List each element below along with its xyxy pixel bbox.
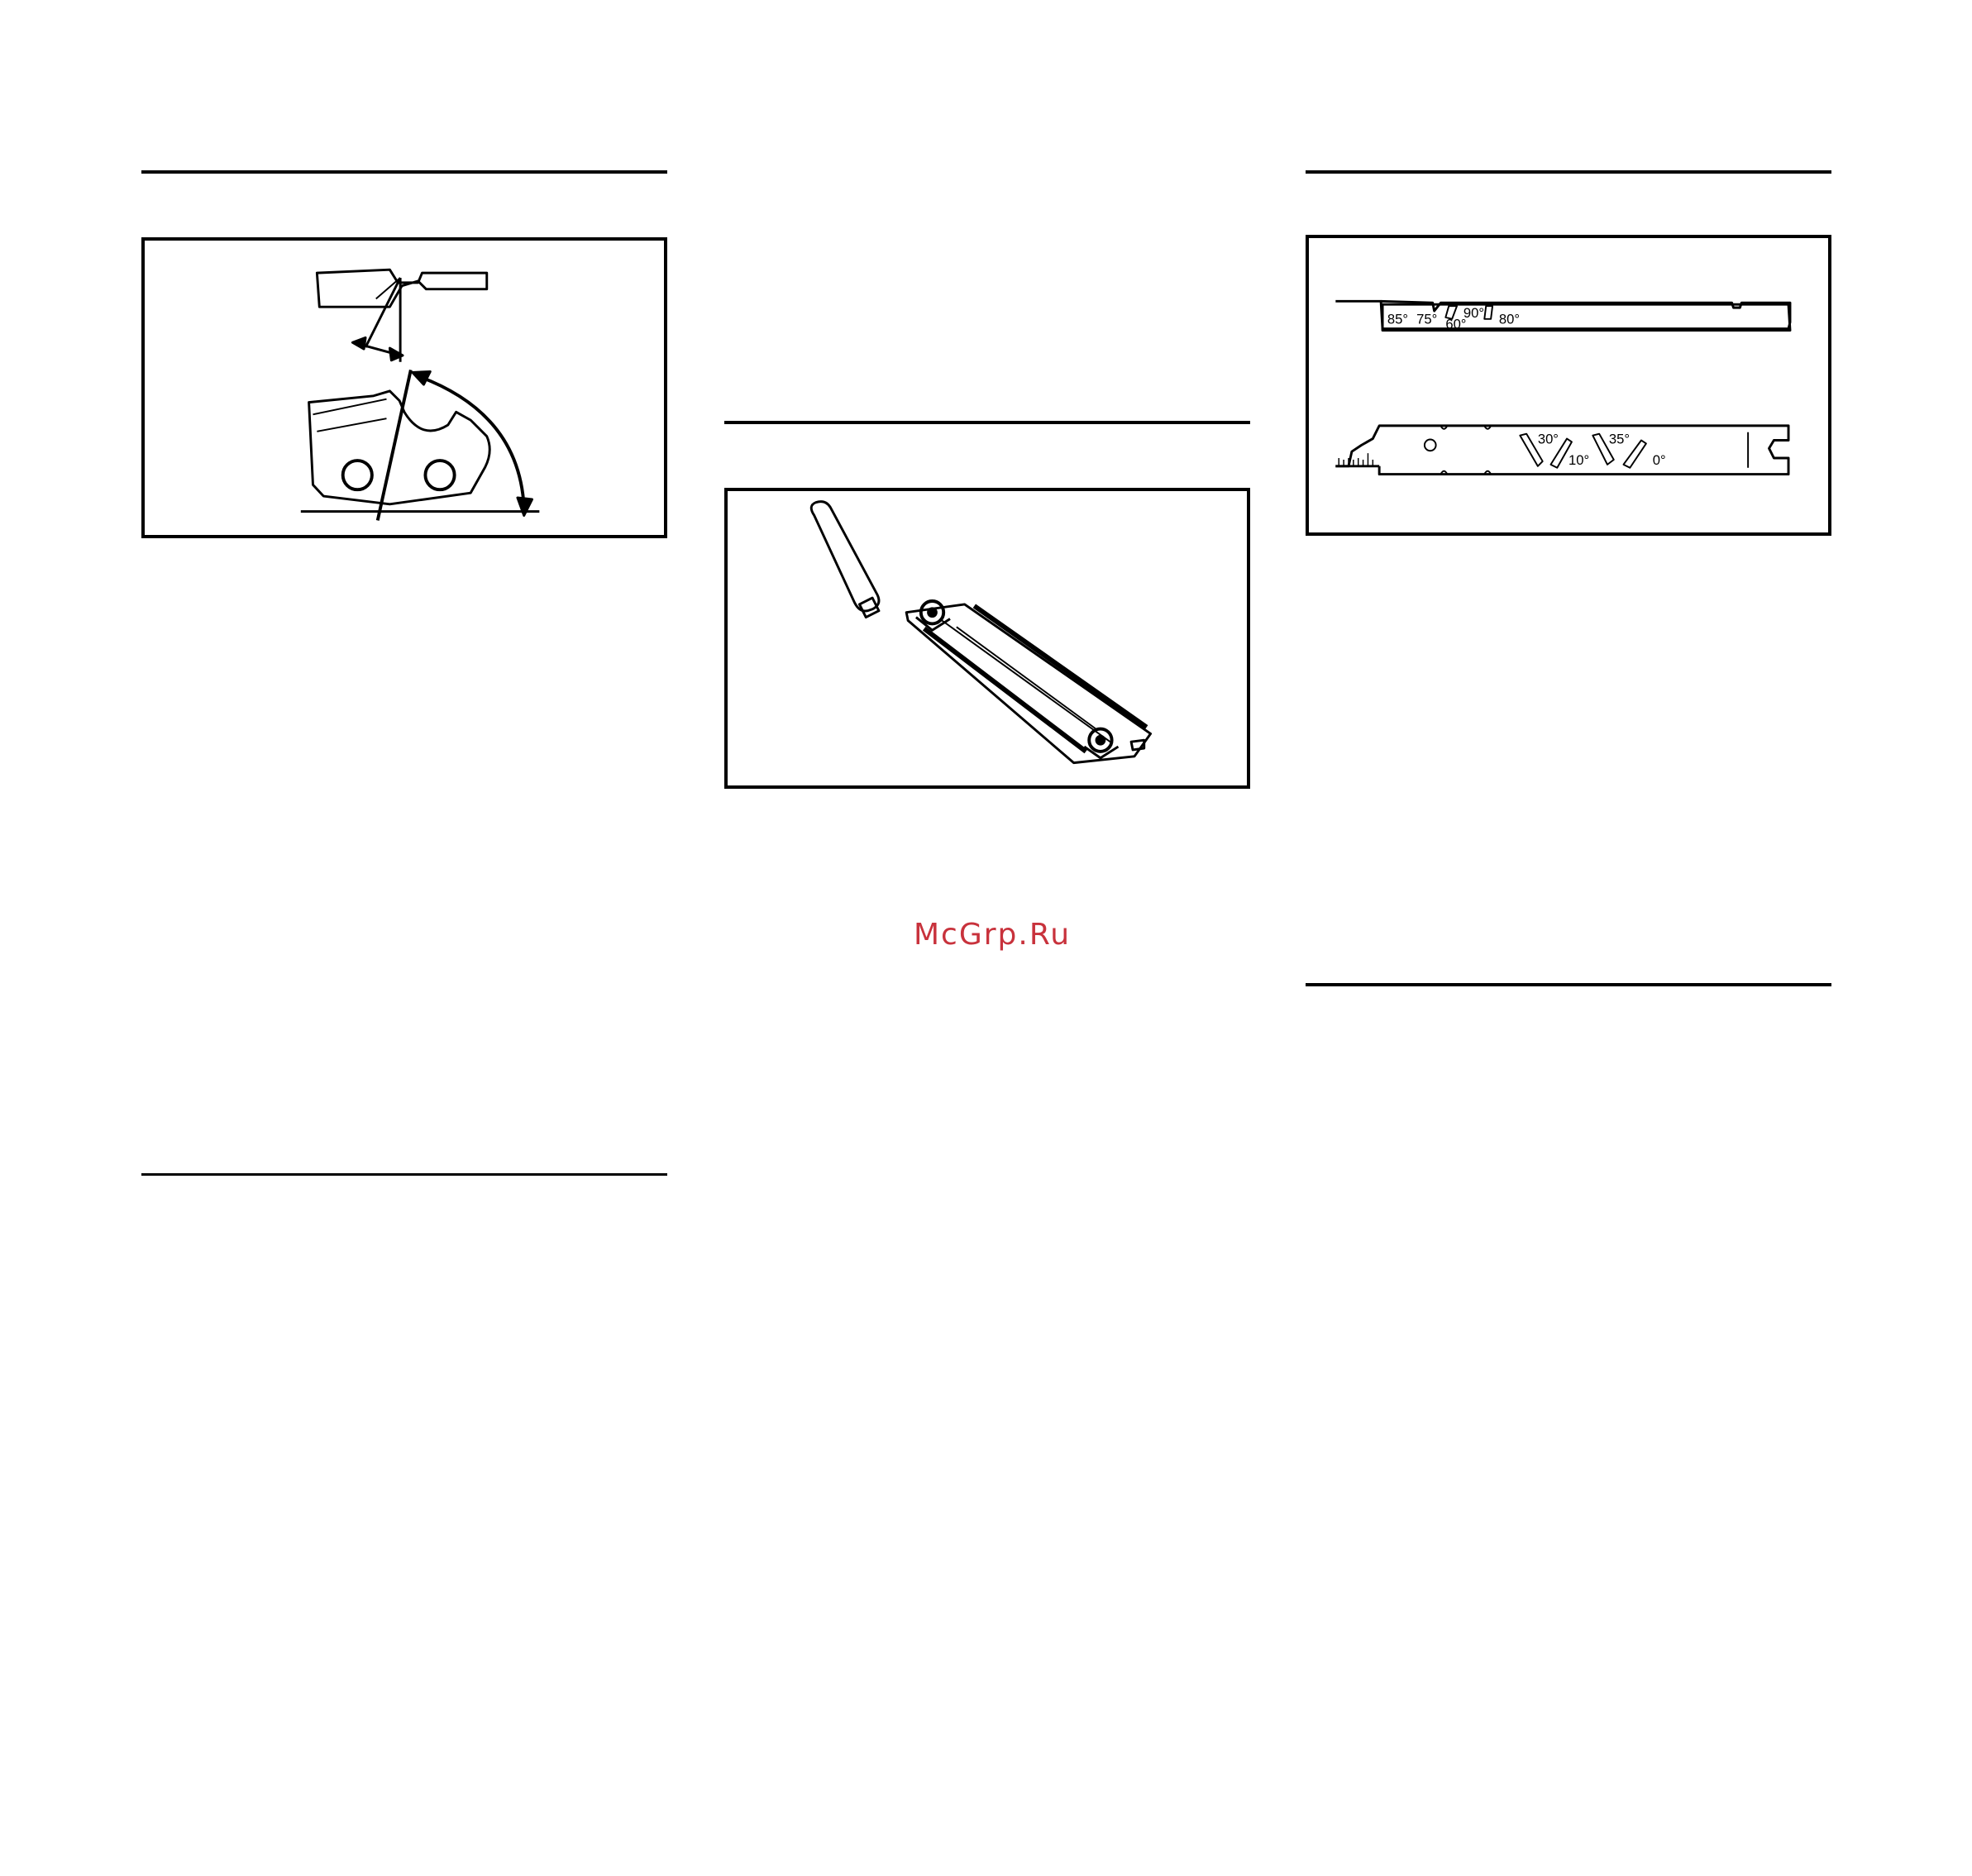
section-rule-right-bottom [1306, 983, 1831, 986]
saw-chain-cutter-angle-icon [145, 241, 664, 535]
gauge-label-10: 10° [1569, 451, 1590, 468]
watermark-text: McGrp.Ru [913, 918, 1072, 952]
gauge-label-0: 0° [1652, 451, 1666, 468]
section-rule-right-top [1306, 170, 1831, 174]
gauge-label-60: 60° [1445, 316, 1467, 332]
gauge-label-30: 30° [1537, 431, 1559, 447]
section-rule-left-top [141, 170, 667, 174]
gauge-label-80: 80° [1498, 311, 1521, 327]
gauge-label-75: 75° [1416, 311, 1438, 327]
gauge-label-85: 85° [1387, 311, 1409, 327]
gauge-label-35: 35° [1608, 431, 1631, 447]
file-holder-tool-icon [728, 491, 1247, 785]
section-rule-middle [724, 421, 1250, 424]
figure-file-holder [724, 488, 1250, 789]
figure-filing-gauge [1306, 235, 1831, 536]
filing-gauge-template-icon [1309, 238, 1828, 532]
section-rule-left-bottom [141, 1173, 667, 1176]
gauge-label-90: 90° [1463, 304, 1484, 321]
figure-chain-cutter [141, 237, 667, 538]
